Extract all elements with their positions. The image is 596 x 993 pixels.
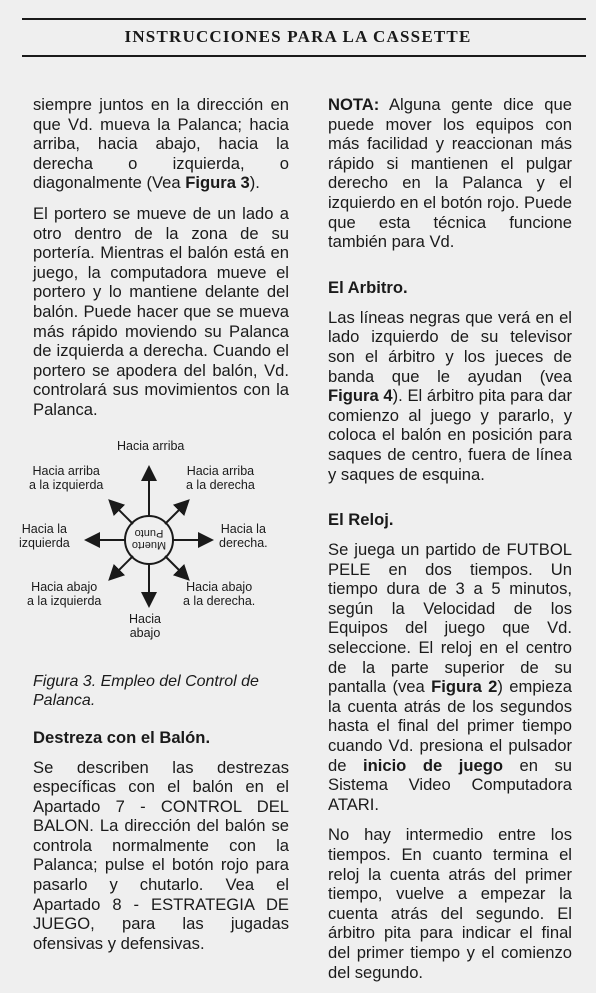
label-down: Hacia abajo: [129, 611, 161, 640]
label-up: Hacia arriba: [117, 438, 185, 453]
header-rule: [22, 55, 586, 57]
arrow-down-left-icon: [111, 556, 133, 578]
heading-reloj: El Reloj.: [328, 510, 394, 530]
paragraph-arbitro: Las líneas negras que verá en el lado izquierdo de su televisor son el árbitro y los jueces de banda que le ayudan (vea Figura 4). El árbitro pita para dar comienzo al juego y pararlo, y coloca el balón en posición para saques de centro, fuera de línea y saques de esquina.: [328, 307, 572, 484]
left-column: [19, 95, 289, 964]
label-down-right: Hacia abajo a la derecha.: [183, 579, 256, 608]
arrow-up-right-icon: [165, 502, 187, 524]
joystick-diagram: [19, 432, 289, 662]
label-right: Hacia la derecha.: [219, 521, 268, 550]
center-label-2: Muerto: [131, 538, 167, 551]
game-start-ref: inicio de juego: [362, 755, 503, 775]
label-up-left: Hacia arriba a la izquierda: [29, 463, 104, 492]
paragraph-movement: siempre juntos en la dirección en que Vd. mueva la Palanca; hacia arriba, hacia abajo, hacia la derecha o izquierda, o diagonalmente (Vea Figura 3).: [33, 95, 289, 193]
paragraph-destreza: Se describen las destrezas específicas con el balón en el Apartado 7 - CONTROL DEL BALON. La dirección del balón se controla normalmente con la Palanca; pulse el botón rojo para pasarlo y chutarlo. Vea el Apartado 8 - ESTRATEGIA DE JUEGO, para las jugadas ofensivas y defensivas.: [33, 757, 289, 953]
heading-arbitro: El Arbitro.: [328, 277, 408, 297]
right-column: [328, 95, 572, 993]
heading-destreza: Destreza con el Balón.: [33, 727, 211, 747]
page-header: INSTRUCCIONES PARA LA CASSETTE: [124, 27, 472, 46]
figure-3-ref: Figura 3: [185, 173, 250, 193]
paragraph-goalkeeper: El portero se mueve de un lado a otro dentro de la zona de su portería. Mientras el balón está en juego, la computadora mueve el portero y lo mantiene delante del balón. Puede hacer que se mueva más rápido moviendo su Palanca de izquierda a derecha. Cuando el portero se apodera del balón, Vd. controlará sus movimientos con la Palanca.: [33, 203, 289, 419]
arrow-up-left-icon: [111, 502, 133, 524]
label-up-right: Hacia arriba a la derecha: [186, 463, 255, 492]
figure-4-ref: Figura 4: [328, 386, 393, 406]
arrow-down-right-icon: [165, 556, 187, 578]
paragraph-reloj-2: No hay intermedio entre los tiempos. En cuanto termina el reloj la cuenta atrás del primer tiempo, vuelve a empezar la cuenta atrás del segundo. El árbitro pita para indicar el final del primer tiempo y el comienzo del segundo.: [328, 825, 572, 982]
label-down-left: Hacia abajo a la izquierda: [27, 579, 102, 608]
figure-2-ref: Figura 2: [431, 677, 498, 697]
center-label-1: Punto: [134, 526, 164, 539]
label-left: Hacia la izquierda: [19, 521, 70, 550]
paragraph-reloj-1: Se juega un partido de FUTBOL PELE en dos tiempos. Un tiempo dura de 3 a 5 minutos, según la Velocidad de los Equipos del juego que Vd. seleccione. El reloj en el centro de la parte superior de su pantalla (vea Figura 2) empieza la cuenta atrás de los segundos hasta el final del primer tiempo cuando Vd. presiona el pulsador de inicio de juego en su Sistema Video Computadora ATARI.: [328, 540, 573, 814]
figure-caption: Figura 3. Empleo del Control de Palanca.: [33, 672, 259, 709]
top-rule: [22, 18, 586, 20]
paragraph-nota: NOTA: Alguna gente dice que puede mover los equipos con más facilidad y reaccionan más rápido si mantienen el pulgar derecho en la Palanca y el izquierdo en el botón rojo. Puede que esta técnica funcione también para Vd.: [328, 95, 572, 252]
